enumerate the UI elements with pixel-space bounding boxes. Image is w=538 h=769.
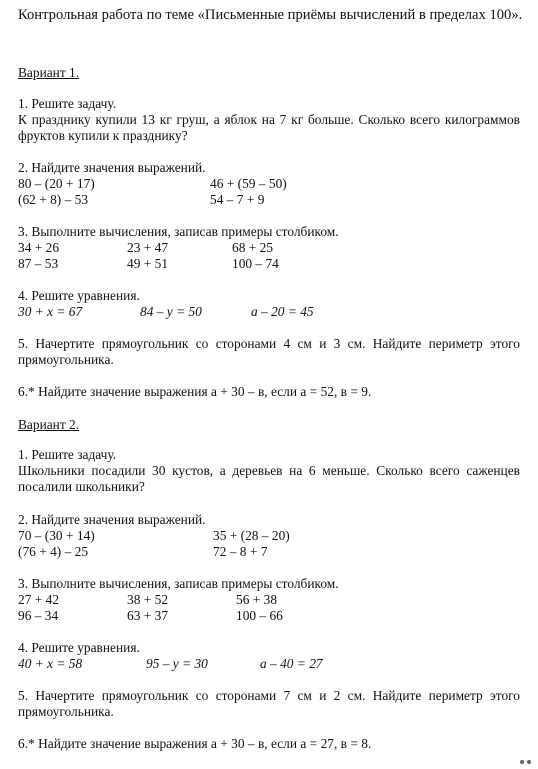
v1-expr: 54 – 7 + 9	[210, 192, 265, 207]
v1-column-expr: 68 + 25	[232, 240, 274, 255]
v2-column-expr: 56 + 38	[236, 592, 278, 607]
v1-equation: 30 + х = 67	[18, 304, 83, 319]
v1-expr: (62 + 8) – 53	[18, 192, 89, 207]
v1-task3-heading: 3. Выполните вычисления, записав примеры столбиком.	[18, 224, 339, 239]
v1-task5-text: 5. Начертите прямоугольник со сторонами 4 см и 3 см. Найдите периметр этого прямоугольника.	[18, 336, 520, 367]
v2-task1-heading: 1. Решите задачу.	[18, 447, 117, 462]
v1-expr: 46 + (59 – 50)	[210, 176, 287, 191]
v1-task6-text: 6.* Найдите значение выражения а + 30 – в, если а = 52, в = 9.	[18, 384, 372, 399]
v1-column-expr: 23 + 47	[127, 240, 169, 255]
v1-expr: 80 – (20 + 17)	[18, 176, 95, 191]
v1-task1-text: К празднику купили 13 кг груш, а яблок на 7 кг больше. Сколько всего килограммов фруктов купили к празднику?	[18, 112, 520, 143]
v2-column-expr: 100 – 66	[236, 608, 283, 623]
variant-2-label: Вариант 2.	[18, 417, 80, 432]
v2-task4-heading: 4. Решите уравнения.	[18, 640, 140, 655]
v1-task4-heading: 4. Решите уравнения.	[18, 288, 140, 303]
v2-task3-heading: 3. Выполните вычисления, записав примеры столбиком.	[18, 576, 339, 591]
v1-column-expr: 87 – 53	[18, 256, 59, 271]
v2-column-expr: 63 + 37	[127, 608, 169, 623]
v1-column-expr: 49 + 51	[127, 256, 169, 271]
page-title: Контрольная работа по теме «Письменные приёмы вычислений в пределах 100».	[18, 7, 523, 23]
v2-task1-text: Школьники посадили 30 кустов, а деревьев на 6 меньше. Сколько всего саженцев посалили школьники?	[18, 463, 520, 494]
v1-task1-heading: 1. Решите задачу.	[18, 96, 117, 111]
v1-column-expr: 34 + 26	[18, 240, 60, 255]
v2-expr: 35 + (28 – 20)	[213, 528, 290, 543]
v2-column-expr: 96 – 34	[18, 608, 59, 623]
v1-equation: 84 – у = 50	[140, 304, 202, 319]
v2-expr: 72 – 8 + 7	[213, 544, 268, 559]
page-corner-mark	[520, 760, 532, 764]
v1-column-expr: 100 – 74	[232, 256, 279, 271]
v2-column-expr: 38 + 52	[127, 592, 169, 607]
v2-task2-heading: 2. Найдите значения выражений.	[18, 512, 206, 527]
v1-task2-heading: 2. Найдите значения выражений.	[18, 160, 206, 175]
v1-equation: а – 20 = 45	[251, 304, 314, 319]
v2-expr: (76 + 4) – 25	[18, 544, 89, 559]
v2-equation: 95 – у = 30	[146, 656, 208, 671]
v2-expr: 70 – (30 + 14)	[18, 528, 95, 543]
v2-task6-text: 6.* Найдите значение выражения а + 30 – в, если а = 27, в = 8.	[18, 736, 372, 751]
v2-equation: 40 + х = 58	[18, 656, 83, 671]
v2-task5-text: 5. Начертите прямоугольник со сторонами 7 см и 2 см. Найдите периметр этого прямоугольника.	[18, 688, 520, 719]
variant-1-label: Вариант 1.	[18, 65, 80, 80]
v2-equation: а – 40 = 27	[260, 656, 323, 671]
v2-column-expr: 27 + 42	[18, 592, 60, 607]
